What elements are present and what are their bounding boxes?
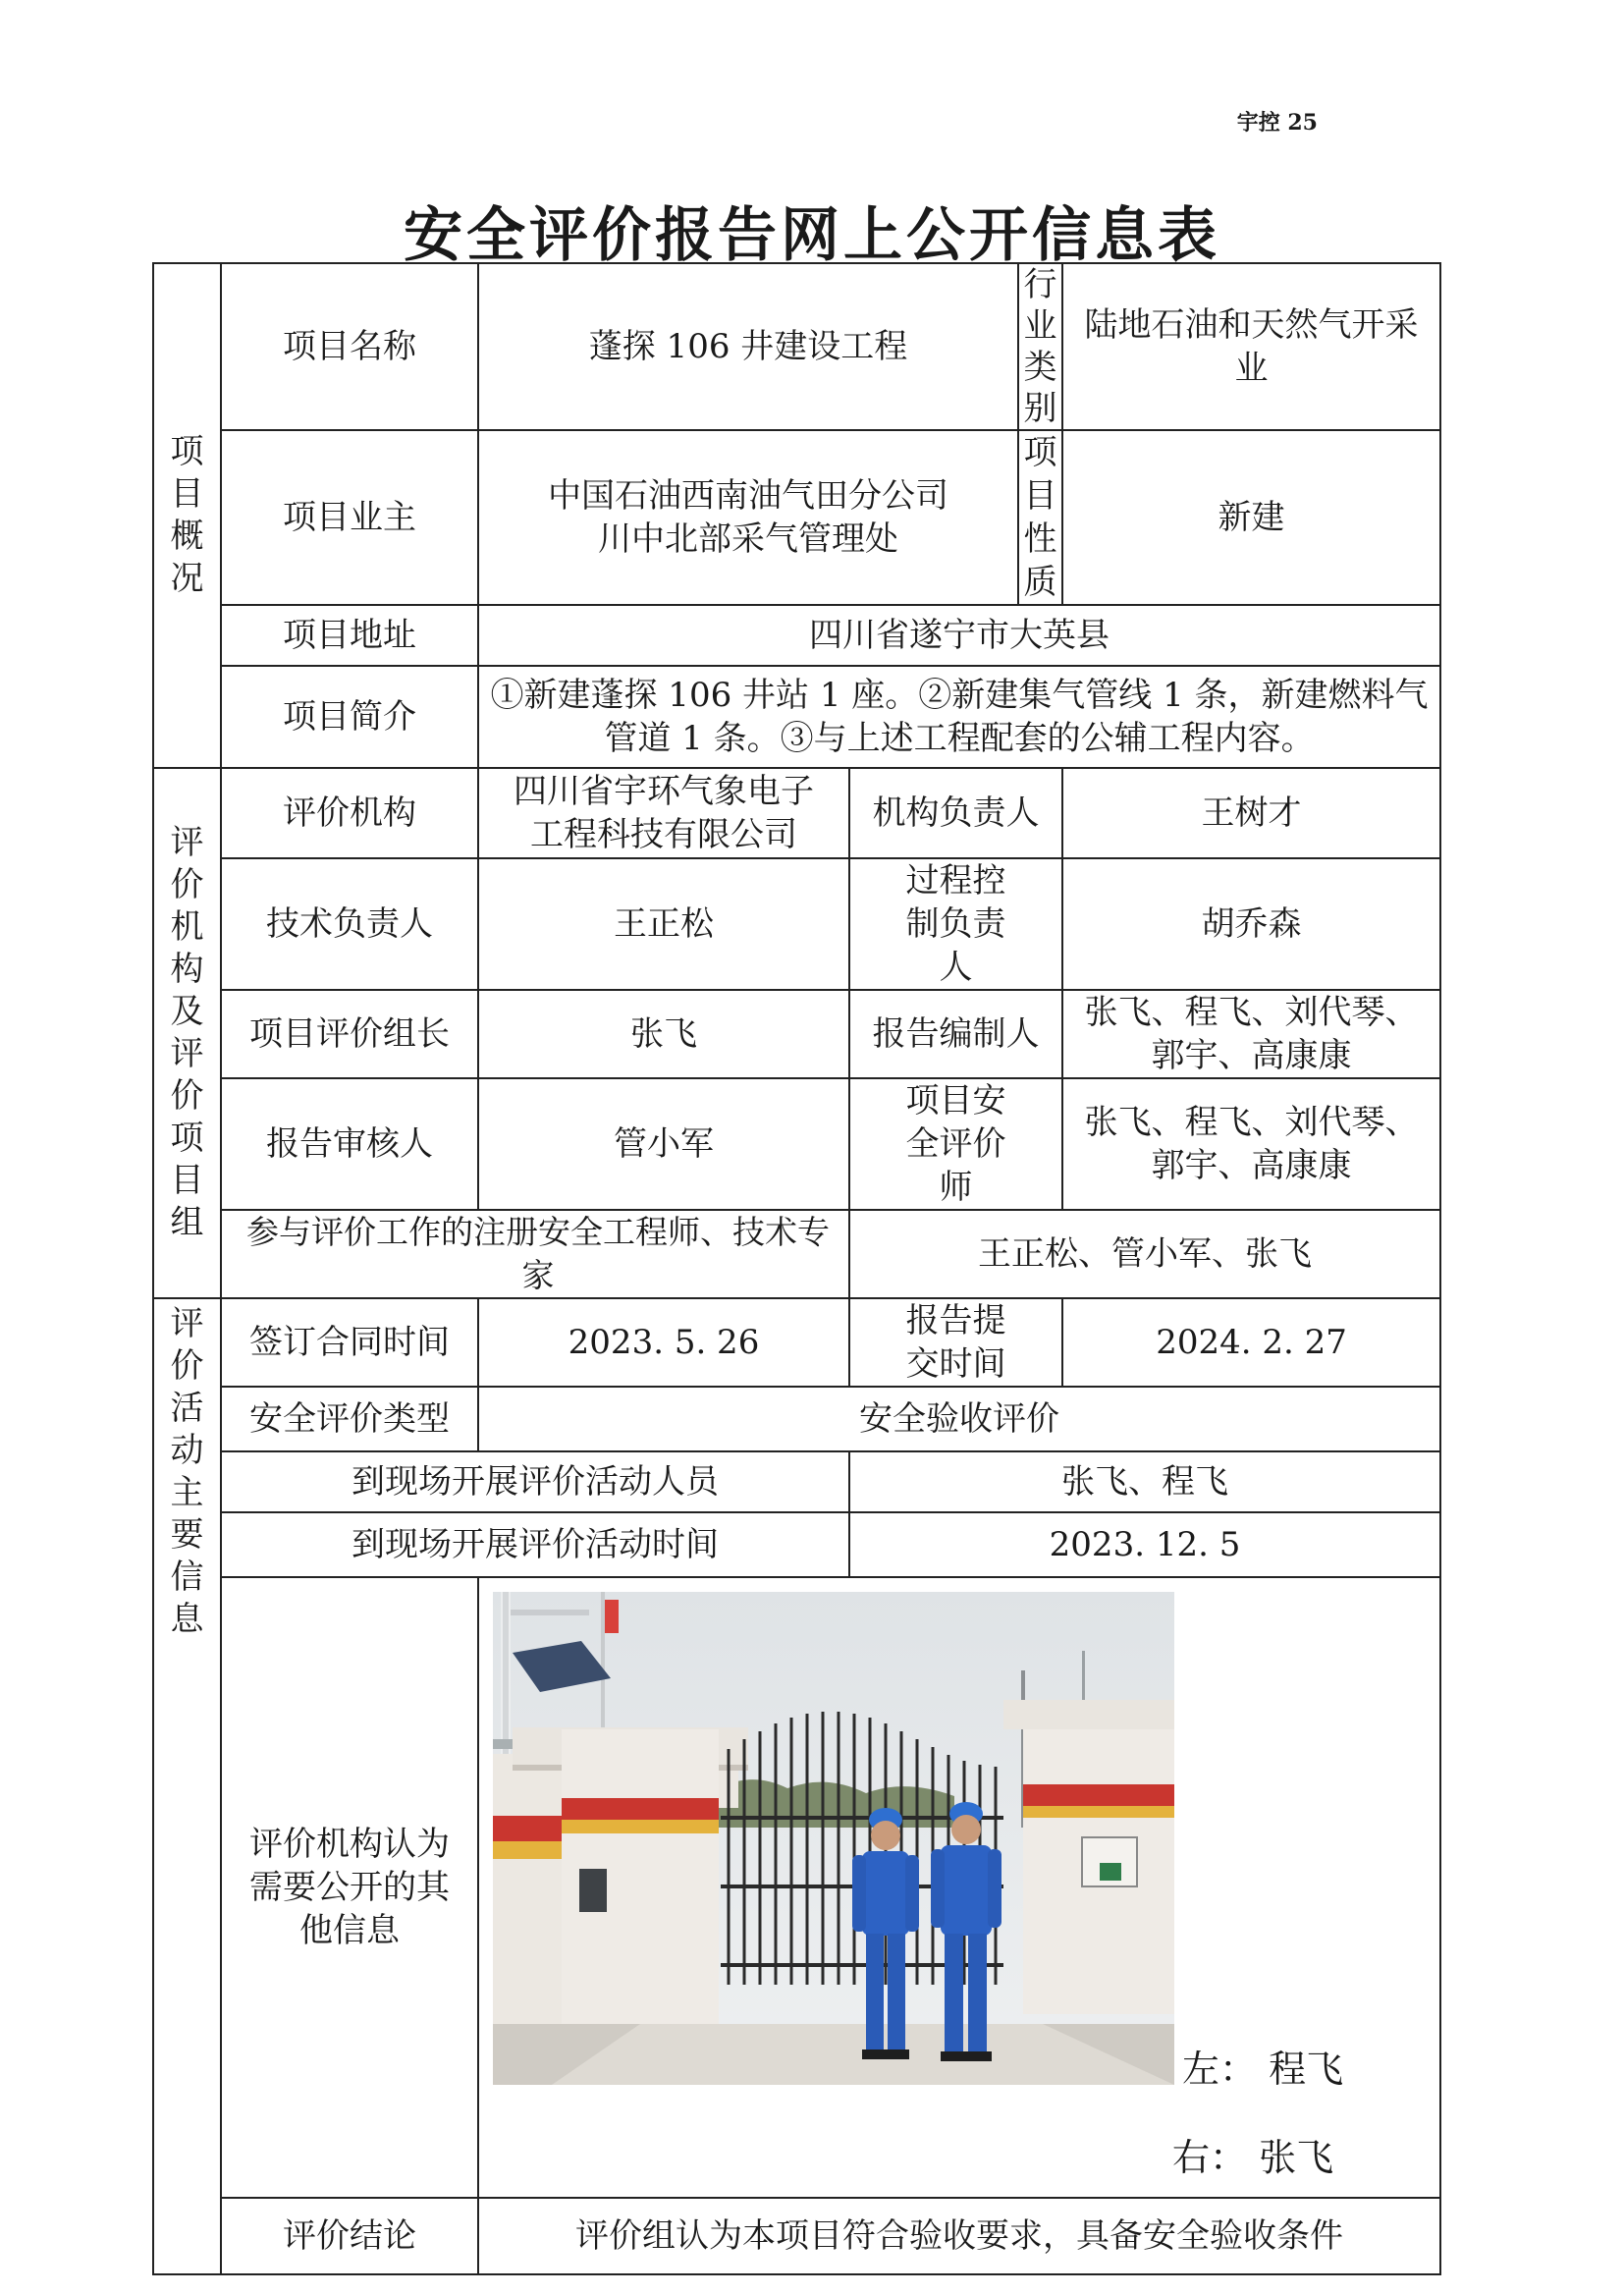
- project-name-label: 项目名称: [221, 263, 478, 430]
- site-time-value: 2023. 12. 5: [849, 1512, 1440, 1577]
- intro-label: 项目简介: [221, 666, 478, 768]
- head-label: 机构负责人: [849, 768, 1062, 858]
- leader-value: 张飞: [478, 990, 849, 1078]
- experts-label: 参与评价工作的注册安全工程师、技术专家: [221, 1210, 849, 1298]
- reviewer-value: 管小军: [478, 1078, 849, 1210]
- nature-label: 项目性质: [1018, 430, 1062, 605]
- assessor-label: 项目安全评价师: [849, 1078, 1062, 1210]
- conclusion-label: 评价结论: [221, 2198, 478, 2274]
- staff-label: 到现场开展评价活动人员: [221, 1451, 849, 1512]
- type-value: 安全验收评价: [478, 1387, 1440, 1451]
- writers-value: 张飞、程飞、刘代琴、郭宇、高康康: [1062, 990, 1440, 1078]
- photo-cell: [478, 1577, 1440, 2198]
- submit-label: 报告提交时间: [849, 1298, 1062, 1387]
- industry-value: 陆地石油和天然气开采业: [1062, 263, 1440, 430]
- section-overview: 项目概况: [153, 263, 221, 768]
- document-code: 宇控 25: [1236, 110, 1318, 136]
- other-info-label: 评价机构认为需要公开的其他信息: [221, 1577, 478, 2198]
- section-org: 评价机构及评价项目组: [153, 768, 221, 1298]
- site-photo: [493, 1592, 1174, 2085]
- head-value: 王树才: [1062, 768, 1440, 858]
- experts-value: 王正松、管小军、张飞: [849, 1210, 1440, 1298]
- project-owner-label: 项目业主: [221, 430, 478, 605]
- tech-label: 技术负责人: [221, 858, 478, 990]
- contract-label: 签订合同时间: [221, 1298, 478, 1387]
- project-name: 蓬探 106 井建设工程: [478, 263, 1018, 430]
- nature-value: 新建: [1062, 430, 1440, 605]
- reviewer-label: 报告审核人: [221, 1078, 478, 1210]
- agency-label: 评价机构: [221, 768, 478, 858]
- process-label: 过程控制负责人: [849, 858, 1062, 990]
- site-time-label: 到现场开展评价活动时间: [221, 1512, 849, 1577]
- project-owner: 中国石油西南油气田分公司 川中北部采气管理处: [478, 430, 1018, 605]
- section-activity: 评价活动主要信息: [153, 1298, 221, 2274]
- staff-value: 张飞、程飞: [849, 1451, 1440, 1512]
- contract-date: 2023. 5. 26: [478, 1298, 849, 1387]
- type-label: 安全评价类型: [221, 1387, 478, 1451]
- caption-right: 右： 张飞: [1172, 2136, 1334, 2179]
- writer-label: 报告编制人: [849, 990, 1062, 1078]
- industry-label: 行业类别: [1018, 263, 1062, 430]
- tech-value: 王正松: [478, 858, 849, 990]
- leader-label: 项目评价组长: [221, 990, 478, 1078]
- info-table: [152, 262, 1441, 2275]
- assessors-value: 张飞、程飞、刘代琴、郭宇、高康康: [1062, 1078, 1440, 1210]
- address-value: 四川省遂宁市大英县: [478, 605, 1440, 666]
- caption-left: 左： 程飞: [1182, 2048, 1344, 2091]
- conclusion-value: 评价组认为本项目符合验收要求，具备安全验收条件: [478, 2198, 1440, 2274]
- agency-value: 四川省宇环气象电子 工程科技有限公司: [478, 768, 849, 858]
- submit-date: 2024. 2. 27: [1062, 1298, 1440, 1387]
- page-title: 安全评价报告网上公开信息表: [404, 201, 1220, 270]
- address-label: 项目地址: [221, 605, 478, 666]
- process-value: 胡乔森: [1062, 858, 1440, 990]
- intro-value: ①新建蓬探 106 井站 1 座。②新建集气管线 1 条，新建燃料气管道 1 条。③与上述工程配套的公辅工程内容。: [478, 666, 1440, 768]
